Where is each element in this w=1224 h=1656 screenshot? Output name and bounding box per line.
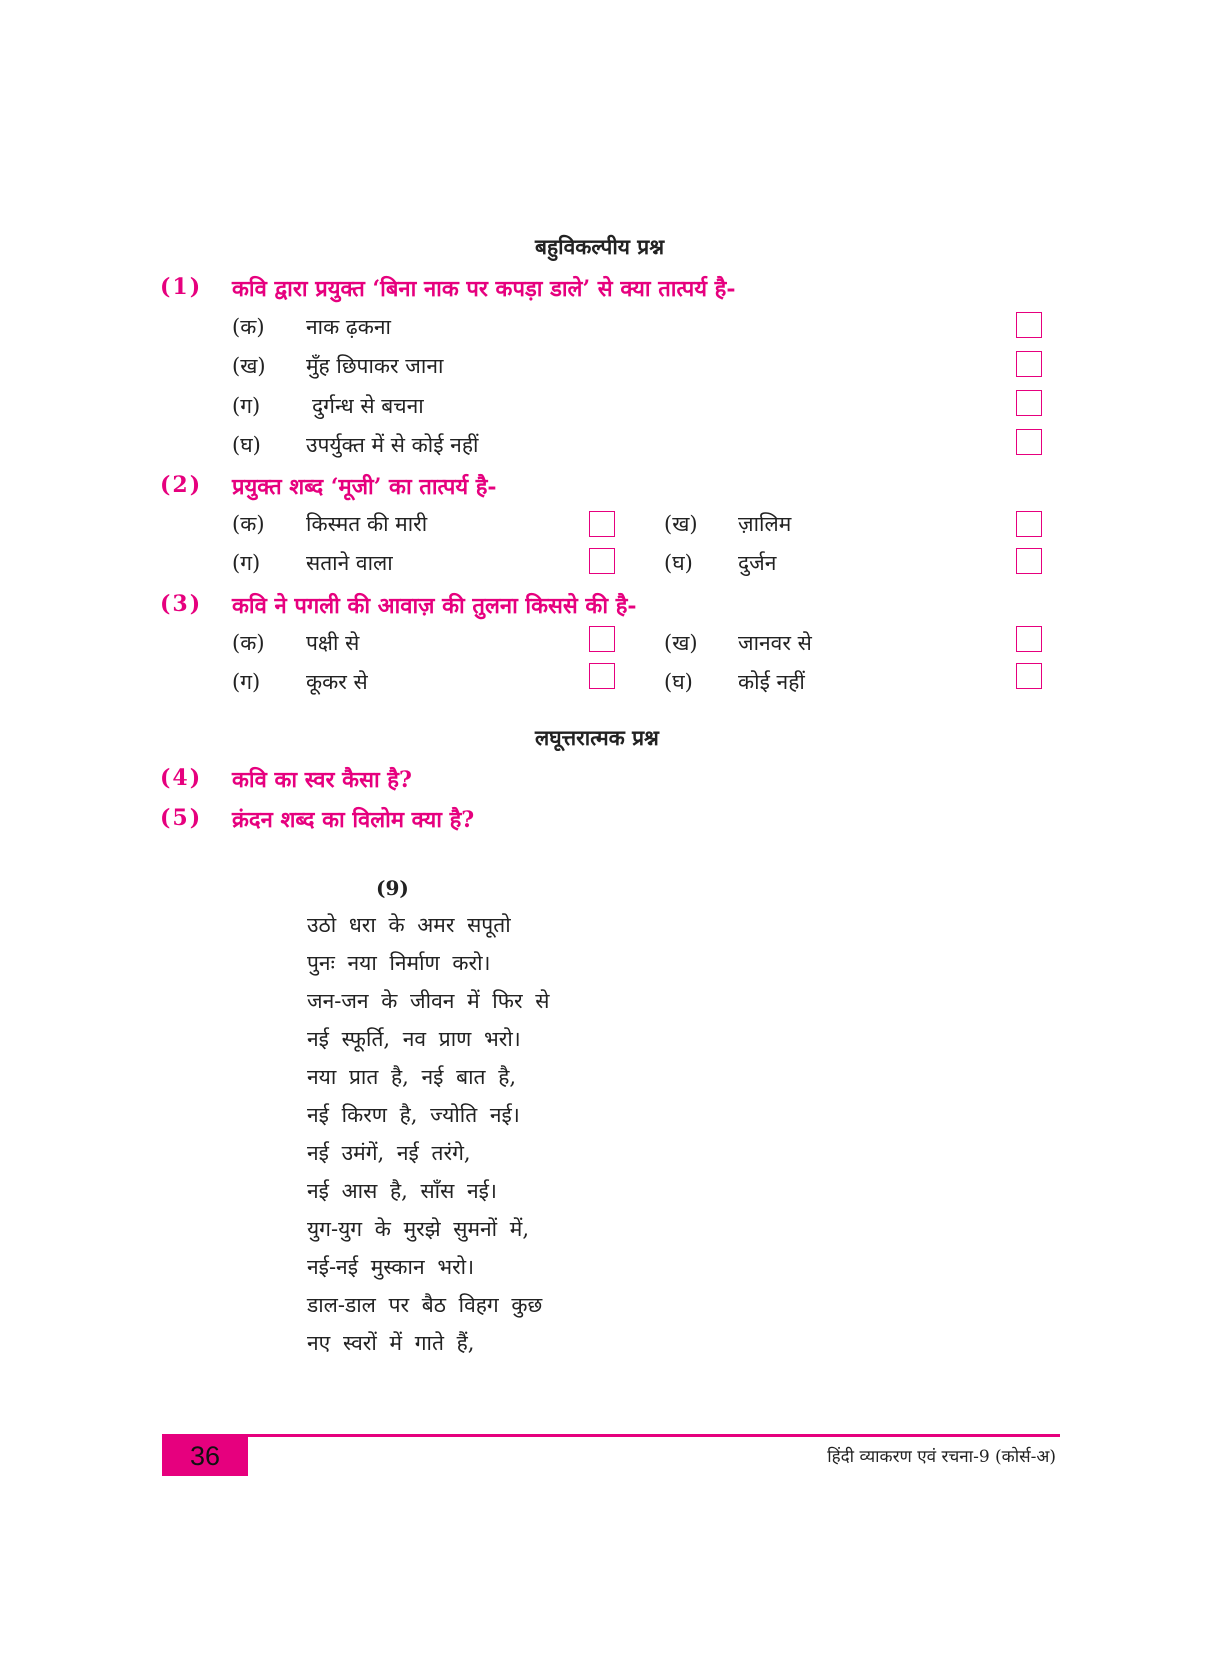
q2-option-gha-label: (घ) xyxy=(664,551,693,575)
question-5-number: (5) xyxy=(160,805,203,831)
question-3-number: (3) xyxy=(160,591,203,617)
q1-option-kha-checkbox[interactable] xyxy=(1016,351,1042,377)
question-5-text: क्रंदन शब्द का विलोम क्या है? xyxy=(232,807,475,833)
poem-line: जन-जन के जीवन में फिर से xyxy=(307,989,550,1013)
page-number-badge xyxy=(162,1437,248,1476)
q1-option-ga-checkbox[interactable] xyxy=(1016,390,1042,416)
q1-option-gha-label: (घ) xyxy=(232,433,261,457)
question-4-number: (4) xyxy=(160,765,203,791)
q2-option-gha-text: दुर्जन xyxy=(738,551,777,575)
poem-line: नया प्रात है, नई बात है, xyxy=(307,1065,517,1089)
mcq-heading: बहुविकल्पीय प्रश्न xyxy=(535,234,665,259)
q3-option-gha-label: (घ) xyxy=(664,670,693,694)
q1-option-ga-text: दुर्गन्ध से बचना xyxy=(312,394,424,418)
q2-option-kha-checkbox[interactable] xyxy=(1016,511,1042,537)
short-answer-heading: लघूत्तरात्मक प्रश्न xyxy=(535,725,659,750)
poem-line: नए स्वरों में गाते हैं, xyxy=(307,1331,475,1355)
q2-option-ga-checkbox[interactable] xyxy=(589,548,615,574)
poem-line: युग-युग के मुरझे सुमनों में, xyxy=(307,1217,530,1241)
q1-option-ka-label: (क) xyxy=(232,315,265,339)
q3-option-kha-label: (ख) xyxy=(664,631,698,655)
q1-option-ka-checkbox[interactable] xyxy=(1016,312,1042,338)
q2-option-ga-text: सताने वाला xyxy=(306,551,393,575)
poem-line: नई किरण है, ज्योति नई। xyxy=(307,1103,520,1127)
q3-option-ga-label: (ग) xyxy=(232,670,261,694)
question-2-text: प्रयुक्त शब्द ‘मूजी’ का तात्पर्य है- xyxy=(232,474,497,500)
poem-line: नई उमंगें, नई तरंगे, xyxy=(307,1141,471,1165)
question-1-text: कवि द्वारा प्रयुक्त ‘बिना नाक पर कपड़ा डाले’ से क्या तात्पर्य है- xyxy=(232,276,736,302)
poem-line: नई स्फूर्ति, नव प्राण भरो। xyxy=(307,1027,521,1051)
q3-option-kha-checkbox[interactable] xyxy=(1016,626,1042,652)
q3-option-ka-label: (क) xyxy=(232,631,265,655)
book-title: हिंदी व्याकरण एवं रचना-9 (कोर्स-अ) xyxy=(827,1447,1056,1467)
question-2-number: (2) xyxy=(160,472,203,498)
q2-option-ka-text: किस्मत की मारी xyxy=(306,512,428,536)
q3-option-ka-text: पक्षी से xyxy=(306,631,360,655)
question-1-number: (1) xyxy=(160,274,203,300)
q3-option-gha-text: कोई नहीं xyxy=(738,670,805,694)
poem-line: नई आस है, साँस नई। xyxy=(307,1179,497,1203)
q3-option-kha-text: जानवर से xyxy=(738,631,812,655)
page-number: 36 xyxy=(189,1441,221,1471)
poem-line: उठो धरा के अमर सपूतो xyxy=(307,913,511,937)
q3-option-ka-checkbox[interactable] xyxy=(589,626,615,652)
q2-option-gha-checkbox[interactable] xyxy=(1016,548,1042,574)
q1-option-kha-label: (ख) xyxy=(232,354,266,378)
q1-option-gha-checkbox[interactable] xyxy=(1016,429,1042,455)
poem-line: नई-नई मुस्कान भरो। xyxy=(307,1255,475,1279)
q2-option-ga-label: (ग) xyxy=(232,551,261,575)
q1-option-ka-text: नाक ढ़कना xyxy=(306,315,391,339)
poem-number: (9) xyxy=(376,876,409,900)
question-3-text: कवि ने पगली की आवाज़ की तुलना किससे की है- xyxy=(232,593,637,619)
q3-option-ga-checkbox[interactable] xyxy=(589,663,615,689)
q1-option-kha-text: मुँह छिपाकर जाना xyxy=(306,354,444,378)
footer-rule xyxy=(162,1434,1060,1437)
q2-option-kha-label: (ख) xyxy=(664,512,698,536)
q3-option-gha-checkbox[interactable] xyxy=(1016,663,1042,689)
q3-option-ga-text: कूकर से xyxy=(306,670,368,694)
poem-line: पुनः नया निर्माण करो। xyxy=(307,951,491,975)
q2-option-ka-label: (क) xyxy=(232,512,265,536)
q1-option-gha-text: उपर्युक्त में से कोई नहीं xyxy=(306,433,479,457)
q1-option-ga-label: (ग) xyxy=(232,394,261,418)
q2-option-kha-text: ज़ालिम xyxy=(738,512,792,536)
poem-line: डाल-डाल पर बैठ विहग कुछ xyxy=(307,1293,543,1317)
q2-option-ka-checkbox[interactable] xyxy=(589,511,615,537)
question-4-text: कवि का स्वर कैसा है? xyxy=(232,767,412,793)
